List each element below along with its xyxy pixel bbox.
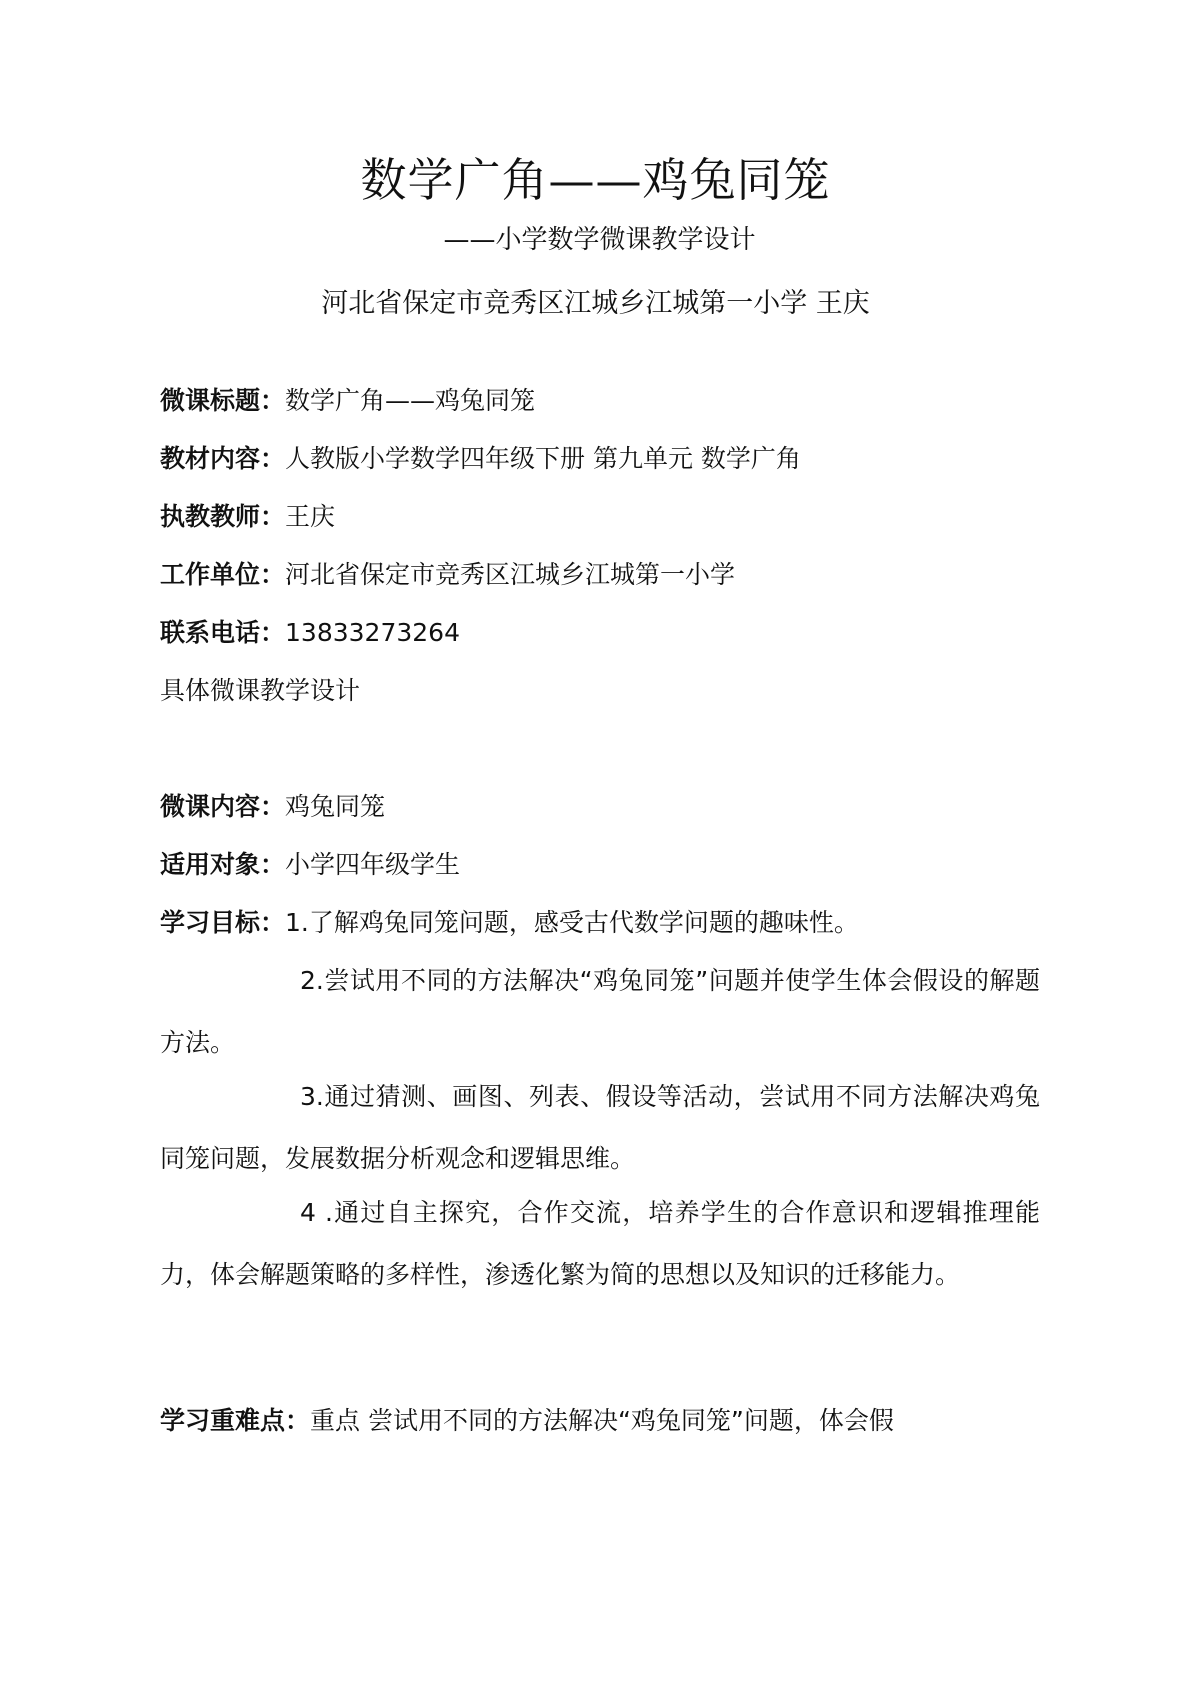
info-row-teacher: [160, 499, 1040, 535]
info-row-title: [160, 383, 1040, 419]
info-row-textbook: [160, 441, 1040, 477]
detail-row-audience: [160, 847, 1040, 883]
goal-item: 1.了解鸡兔同笼问题，感受古代数学问题的趣味性。: [285, 908, 859, 937]
info-label: 微课标题：: [160, 386, 286, 415]
info-value: 王庆: [285, 502, 336, 531]
author-line: 河北省保定市竞秀区江城乡江城第一小学 王庆: [321, 288, 870, 319]
info-value: 13833273264: [285, 618, 460, 647]
info-label: 执教教师：: [160, 502, 286, 531]
detail-label: 学习重难点：: [160, 1406, 311, 1435]
info-label: 教材内容：: [160, 444, 286, 473]
detail-row-key-points: [160, 1403, 1040, 1439]
info-row-workplace: [160, 557, 1040, 593]
detail-label: 学习目标：: [160, 908, 286, 937]
info-value: 河北省保定市竞秀区江城乡江城第一小学: [285, 560, 736, 589]
detail-value: 鸡兔同笼: [285, 792, 386, 821]
detail-value: 小学四年级学生: [285, 850, 461, 879]
detail-label: 微课内容：: [160, 792, 286, 821]
goal-item: 4 .通过自主探究，合作交流，培养学生的合作意识和逻辑推理能力，体会解题策略的多样性，渗透化繁为简的思想以及知识的迁移能力。: [160, 1198, 1040, 1289]
info-row-phone: [160, 615, 1040, 651]
info-label: 工作单位：: [160, 560, 286, 589]
info-label: 联系电话：: [160, 618, 286, 647]
info-value: 人教版小学数学四年级下册 第九单元 数学广角: [285, 444, 801, 473]
info-value: 数学广角——鸡兔同笼: [285, 386, 536, 415]
goal-item: 2.尝试用不同的方法解决“鸡兔同笼”问题并使学生体会假设的解题方法。: [160, 966, 1040, 1057]
detail-value: 重点 尝试用不同的方法解决“鸡兔同笼”问题，体会假: [310, 1406, 894, 1435]
section-heading: 具体微课教学设计: [160, 676, 361, 705]
detail-label: 适用对象：: [160, 850, 286, 879]
document-subtitle: ——小学数学微课教学设计: [443, 225, 756, 255]
goal-item: 3.通过猜测、画图、列表、假设等活动，尝试用不同方法解决鸡兔同笼问题，发展数据分析观念和逻辑思维。: [160, 1082, 1040, 1173]
document-title: 数学广角——鸡兔同笼: [360, 153, 831, 207]
detail-row-content: [160, 789, 1040, 825]
detail-row-goals: [160, 905, 1040, 941]
